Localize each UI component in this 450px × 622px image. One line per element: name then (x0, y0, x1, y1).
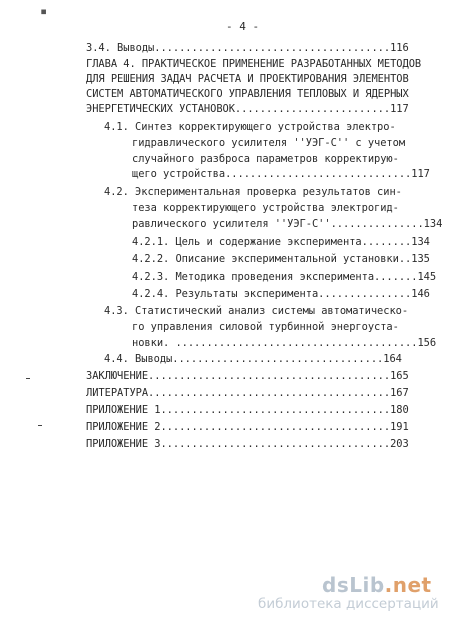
watermark-logo (322, 573, 432, 597)
toc-line: ПРИЛОЖЕНИЕ 1.....................................180 (86, 404, 409, 416)
toc-line: 4.2.4. Результаты эксперимента...............146 (132, 288, 430, 300)
toc-line: го управления силовой турбинной энергоуста- (132, 321, 399, 333)
toc-line: 4.1. Синтез корректирующего устройства электро- (104, 121, 396, 133)
margin-mark (26, 378, 30, 379)
toc-line: ПРИЛОЖЕНИЕ 3.....................................203 (86, 438, 409, 450)
toc-line: ДЛЯ РЕШЕНИЯ ЗАДАЧ РАСЧЕТА И ПРОЕКТИРОВАНИЯ ЭЛЕМЕНТОВ (86, 73, 409, 85)
toc-line: ЭНЕРГЕТИЧЕСКИХ УСТАНОВОК.........................117 (86, 103, 409, 115)
toc-line: 3.4. Выводы......................................116 (86, 42, 409, 54)
toc-line: теза корректирующего устройства электрогид- (132, 202, 399, 214)
toc-line: ПРИЛОЖЕНИЕ 2.....................................191 (86, 421, 409, 433)
toc-line: 4.4. Выводы..................................164 (104, 353, 402, 365)
watermark-logo-ext: .net (384, 573, 432, 597)
toc-line: 4.2.1. Цель и содержание эксперимента........134 (132, 236, 430, 248)
watermark-subtitle: библиотека диссертаций (258, 596, 439, 612)
toc-line: 4.2. Экспериментальная проверка результатов син- (104, 186, 402, 198)
toc-line: гидравлического усилителя ''УЭГ-С'' с учетом (132, 137, 406, 149)
toc-line: щего устройства..............................117 (132, 168, 430, 180)
toc-line: 4.2.3. Методика проведения эксперимента.......145 (132, 271, 437, 283)
watermark-logo-main: dsLib (322, 573, 385, 597)
toc-line: равлического усилителя ''УЭГ-С''...............134 (132, 218, 443, 230)
toc-line: ЛИТЕРАТУРА.......................................167 (86, 387, 409, 399)
toc-line: новки. .......................................156 (132, 337, 437, 349)
toc-line: 4.3. Статистический анализ системы автоматическо- (104, 305, 409, 317)
toc-line: случайного разброса параметров корректирую- (132, 153, 399, 165)
toc-line: ГЛАВА 4. ПРАКТИЧЕСКОЕ ПРИМЕНЕНИЕ РАЗРАБОТАННЫХ МЕТОДОВ (86, 58, 422, 70)
toc-line: СИСТЕМ АВТОМАТИЧЕСКОГО УПРАВЛЕНИЯ ТЕПЛОВЫХ И ЯДЕРНЫХ (86, 88, 409, 100)
scan-mark: ▪ (40, 4, 48, 18)
toc-line: 4.2.2. Описание экспериментальной установки..135 (132, 253, 430, 265)
toc-line: ЗАКЛЮЧЕНИЕ.......................................165 (86, 370, 409, 382)
margin-mark (38, 425, 42, 426)
page-number: - 4 - (226, 20, 260, 33)
